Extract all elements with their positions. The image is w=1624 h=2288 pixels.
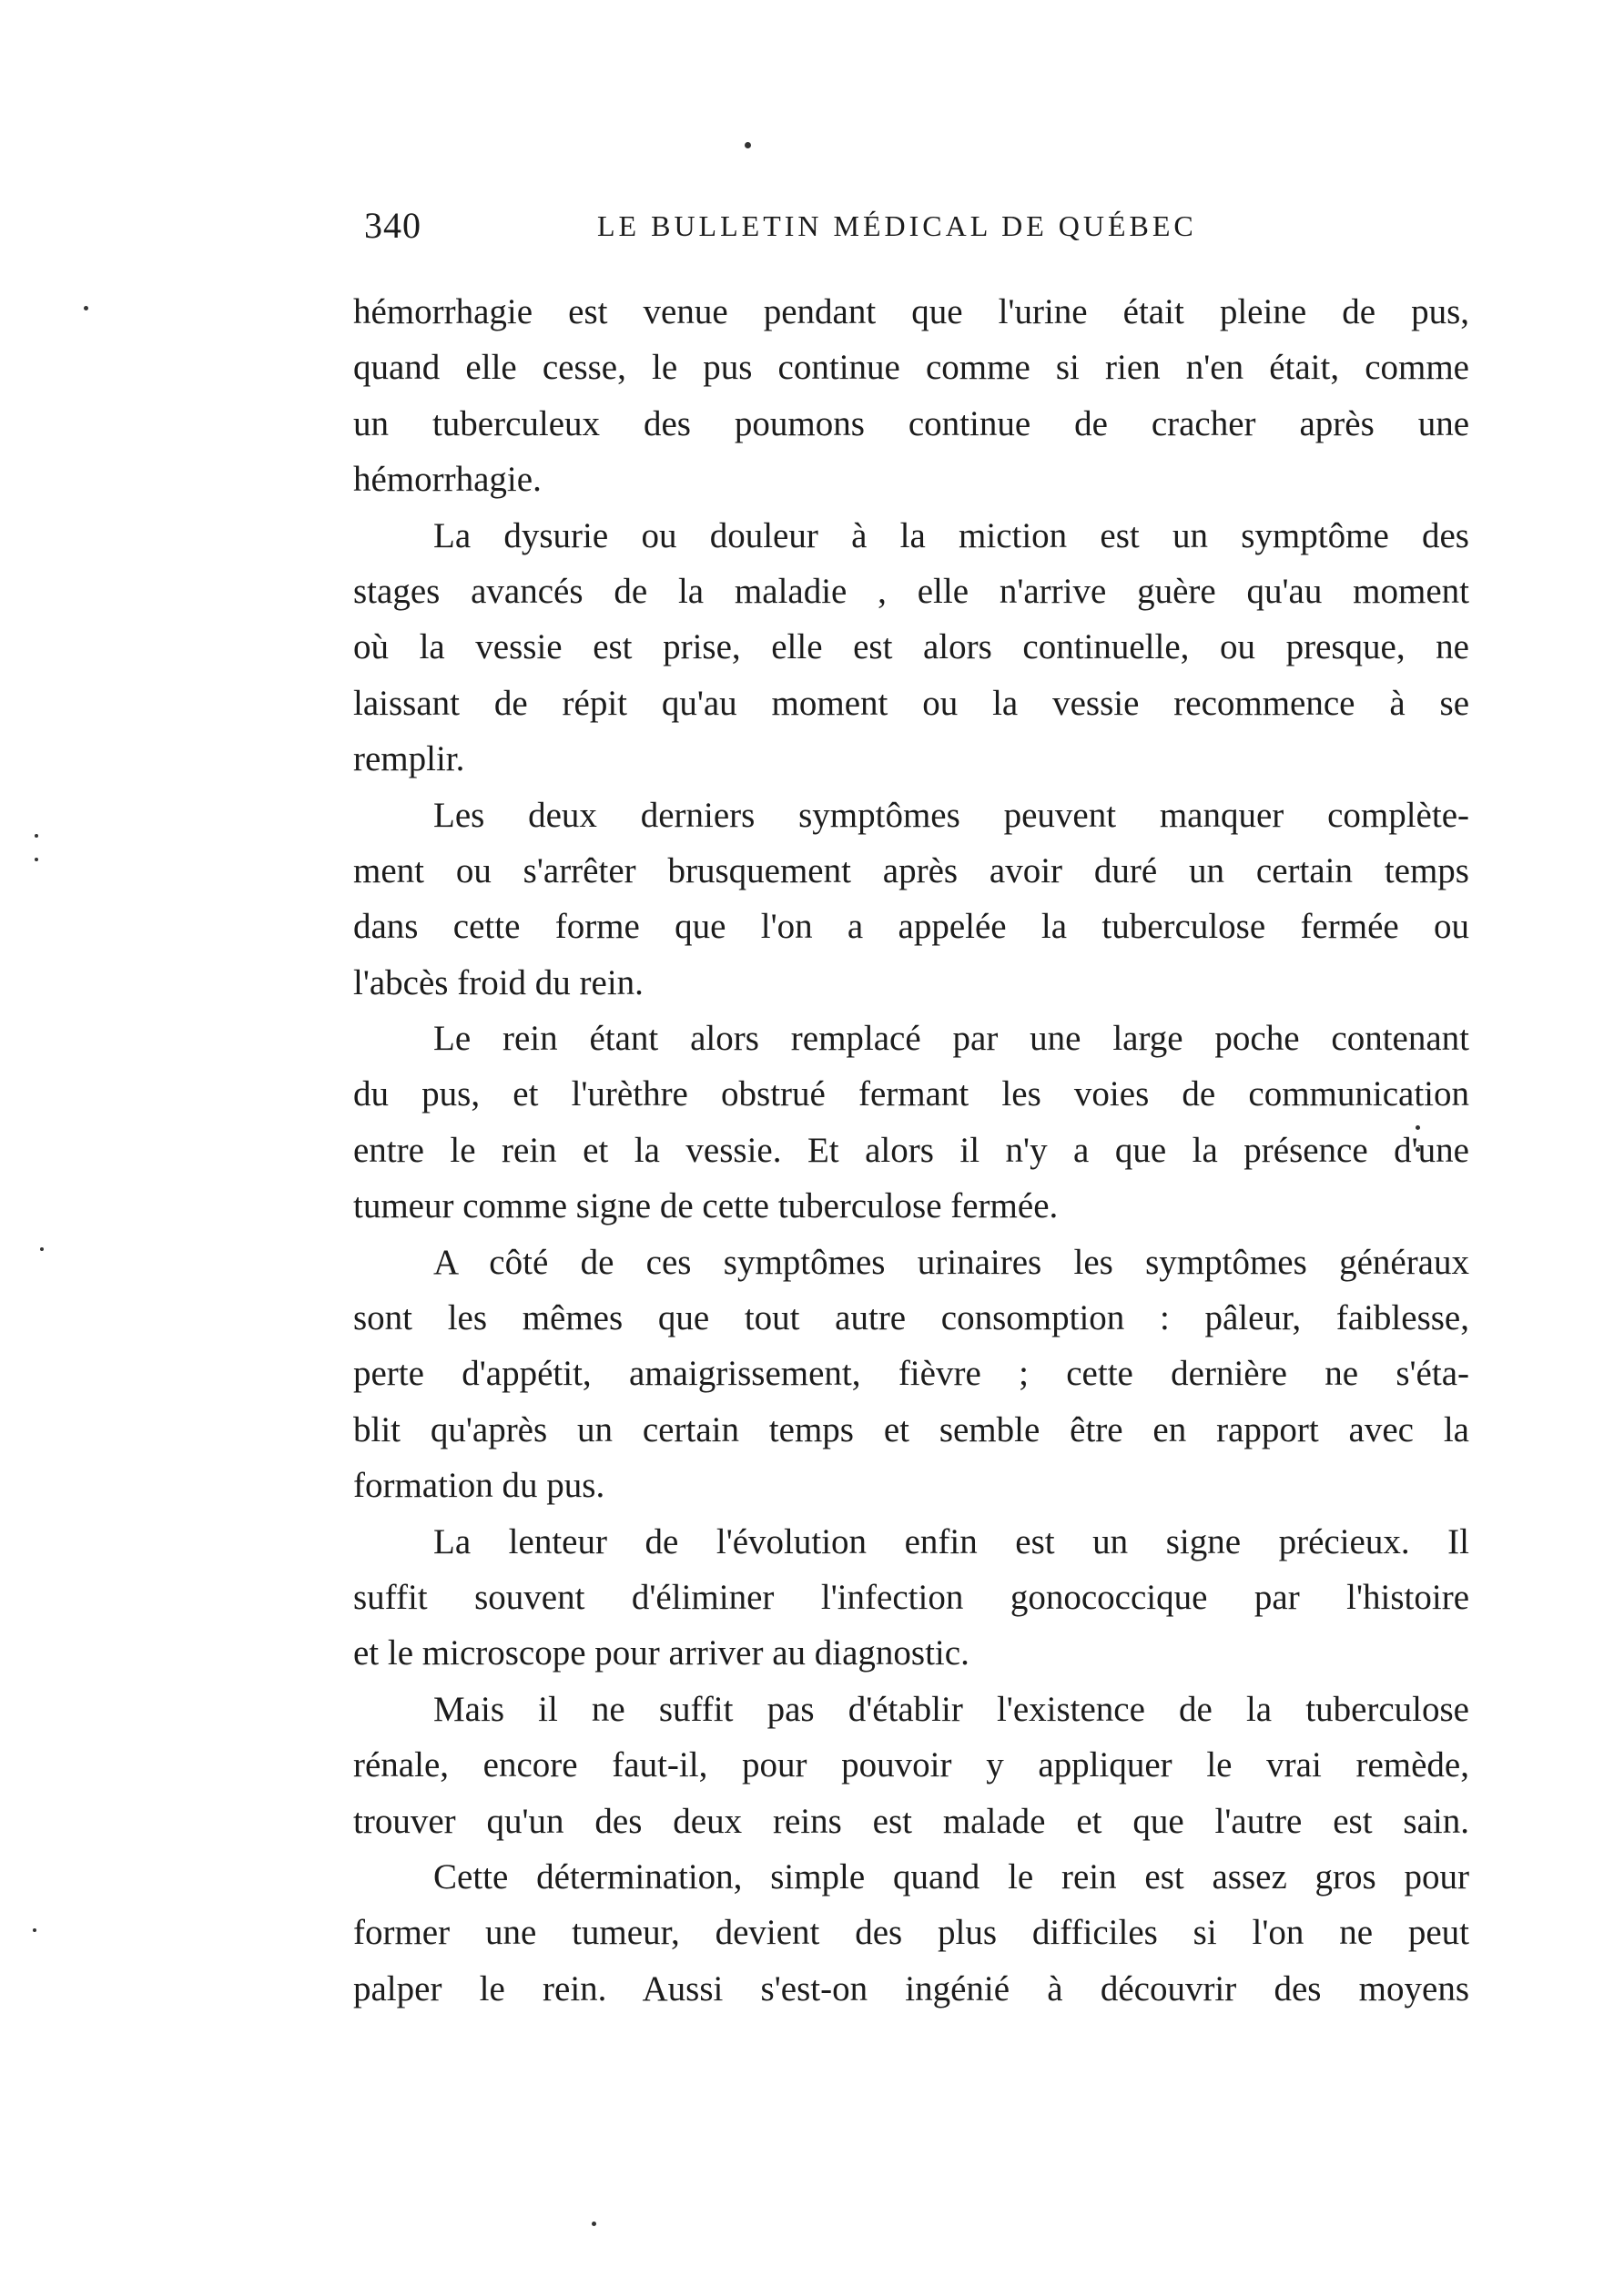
text-line: hémorrhagie.: [353, 460, 542, 500]
text-line: La dysurie ou douleur à la miction est un symptôme des: [433, 515, 1469, 555]
text-line: Cette détermination, simple quand le rein est assez gros pour: [433, 1856, 1469, 1896]
text-line: entre le rein et la vessie. Et alors il n'y a que la présence d'une: [353, 1130, 1469, 1170]
text-line: un tuberculeux des poumons continue de cracher après une: [353, 403, 1469, 443]
text-line: formation du pus.: [353, 1466, 605, 1506]
text-line: rénale, encore faut-il, pour pouvoir y appliquer le vrai remède,: [353, 1745, 1469, 1785]
running-title: LE BULLETIN MÉDICAL DE QUÉBEC: [597, 209, 1197, 242]
text-line: Mais il ne suffit pas d'établir l'existence de la tuberculose: [433, 1689, 1469, 1729]
page-header: [364, 204, 1475, 259]
body-text: [353, 284, 1469, 2017]
text-line: blit qu'après un certain temps et semble être en rapport avec la: [353, 1409, 1469, 1449]
text-line: quand elle cesse, le pus continue comme si rien n'en était, comme: [353, 348, 1469, 388]
text-line: trouver qu'un des deux reins est malade et que l'autre est sain.: [353, 1801, 1469, 1841]
scan-speck: [592, 2222, 596, 2226]
text-line: laissant de répit qu'au moment ou la vessie recommence à se: [353, 683, 1469, 723]
text-line: tumeur comme signe de cette tuberculose fermée.: [353, 1186, 1059, 1226]
text-line: où la vessie est prise, elle est alors continuelle, ou presque, ne: [353, 627, 1469, 667]
scan-speck: [33, 1928, 36, 1932]
text-line: hémorrhagie est venue pendant que l'urine était pleine de pus,: [353, 292, 1469, 331]
text-line: palper le rein. Aussi s'est-on ingénié à découvrir des moyens: [353, 1968, 1469, 2008]
scan-speck: [84, 306, 88, 310]
text-line: perte d'appétit, amaigrissement, fièvre ; cette dernière ne s'éta-: [353, 1354, 1469, 1394]
text-line: A côté de ces symptômes urinaires les symptômes généraux: [433, 1242, 1469, 1282]
scan-speck: [745, 142, 751, 148]
text-line: Le rein étant alors remplacé par une large poche contenant: [433, 1019, 1469, 1059]
text-line: et le microscope pour arriver au diagnostic.: [353, 1633, 969, 1673]
page-number: 340: [364, 205, 421, 246]
scan-speck: [40, 1247, 44, 1251]
text-line: du pus, et l'urèthre obstrué fermant les voies de communication: [353, 1074, 1469, 1114]
text-line: ment ou s'arrêter brusquement après avoir duré un certain temps: [353, 850, 1469, 890]
text-line: stages avancés de la maladie , elle n'arrive guère qu'au moment: [353, 571, 1469, 611]
text-line: former une tumeur, devient des plus difficiles si l'on ne peut: [353, 1913, 1469, 1953]
scan-speck: [35, 858, 38, 861]
text-line: dans cette forme que l'on a appelée la tuberculose fermée ou: [353, 907, 1469, 947]
text-line: l'abcès froid du rein.: [353, 962, 644, 1002]
text-line: remplir.: [353, 739, 465, 779]
text-line: sont les mêmes que tout autre consomption : pâleur, faiblesse,: [353, 1298, 1469, 1338]
text-line: suffit souvent d'éliminer l'infection gonococcique par l'histoire: [353, 1577, 1469, 1617]
scan-speck: [35, 834, 38, 838]
text-line: La lenteur de l'évolution enfin est un signe précieux. Il: [433, 1521, 1469, 1561]
text-line: Les deux derniers symptômes peuvent manquer complète-: [433, 795, 1469, 835]
